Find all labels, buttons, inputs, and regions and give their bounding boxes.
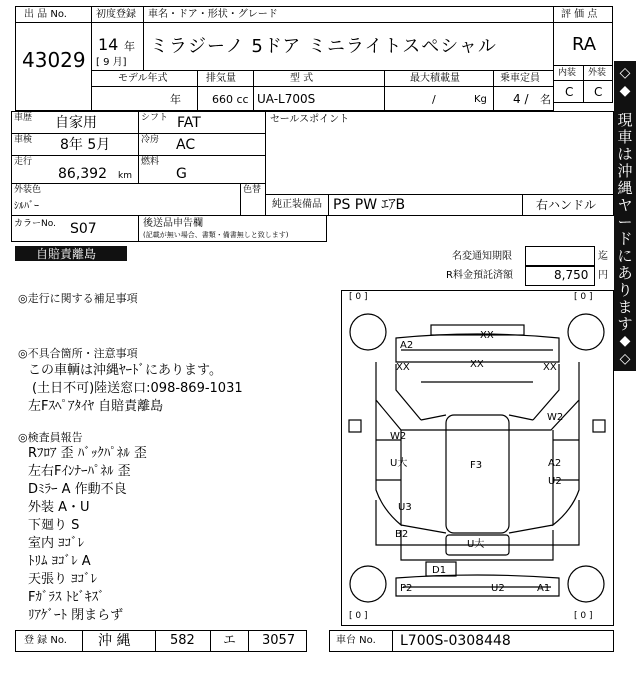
car-diagram xyxy=(341,290,614,626)
notice-box xyxy=(525,246,595,266)
damage-mark: U3 xyxy=(398,502,412,513)
inspection-label: 車検 xyxy=(14,135,33,145)
inspector-title: ◎検査員報告 xyxy=(18,431,83,444)
damage-mark: A2 xyxy=(548,458,562,469)
first-reg-label: 初度登録 xyxy=(96,9,136,20)
inspector-line: 外装 A・U xyxy=(28,500,90,515)
inspector-line: ﾄﾘﾑ ﾖｺﾞﾚ A xyxy=(28,554,91,569)
inspector-line: 室内 ﾖｺﾞﾚ xyxy=(28,536,85,551)
ext-color-label: 外装色 xyxy=(14,185,42,195)
shift: FAT xyxy=(177,115,201,131)
location-badge: 自賠責離島 xyxy=(36,247,97,261)
overall-grade: RA xyxy=(572,34,597,55)
handle: 右ハンドル xyxy=(536,198,597,212)
damage-mark: A1 xyxy=(537,583,551,594)
rear-inspection-label: 後送品申告欄 xyxy=(143,218,203,229)
max-load-label: 最大積載量 xyxy=(410,73,460,84)
capacity: 4 / xyxy=(513,92,529,106)
capacity-label: 乗車定員 xyxy=(500,73,540,84)
color-no: S07 xyxy=(70,221,97,237)
damage-mark: XX xyxy=(480,330,494,341)
history: 自家用 xyxy=(55,115,97,131)
ac: AC xyxy=(176,137,196,153)
corner-label-tr: [ 0 ] xyxy=(574,292,593,302)
damage-mark: U大 xyxy=(467,539,485,550)
damage-mark: B2 xyxy=(395,529,409,540)
damage-mark: W2 xyxy=(547,412,564,423)
recycle-amount: 8,750 xyxy=(554,268,589,282)
inspector-line: Fｶﾞﾗｽ ﾄﾋﾞｷｽﾞ xyxy=(28,590,105,605)
reg-class: 582 xyxy=(170,633,195,648)
equipment: PS PW ｴｱB xyxy=(333,197,406,213)
lot-no-label: 出 品 No. xyxy=(24,9,67,20)
selling-points-label: セールスポイント xyxy=(270,114,350,125)
year-unit: 年 xyxy=(124,40,135,53)
corner-label-br: [ 0 ] xyxy=(574,611,593,621)
type: UA-L700S xyxy=(257,92,316,106)
rear-inspection-note: (記載が無い場合、書類・備書無しと致します) xyxy=(143,231,289,239)
inspector-line: Rﾌﾛｱ 歪 ﾊﾞｯｸﾊﾟﾈﾙ 歪 xyxy=(28,446,147,461)
inspector-line: 天張り ﾖｺﾞﾚ xyxy=(28,572,98,587)
damage-mark: U2 xyxy=(491,583,505,594)
damage-mark: XX xyxy=(396,362,410,373)
reg-area: 沖 縄 xyxy=(98,633,131,649)
color-change-label: 色替 xyxy=(243,185,262,195)
grade-label: 評 価 点 xyxy=(561,9,598,20)
chassis-label: 車台 No. xyxy=(336,635,376,646)
fuel: G xyxy=(176,166,187,182)
ac-label: 冷房 xyxy=(141,135,160,145)
damage-mark: U2 xyxy=(548,476,562,487)
damage-mark: XX xyxy=(470,359,484,370)
max-load-sep: / xyxy=(432,93,436,106)
reg-label: 登 録 No. xyxy=(24,635,67,646)
shift-label: シフト xyxy=(141,113,169,123)
side-banner-bottom-marks: ◆◇ xyxy=(619,333,631,367)
notice-suffix: 迄 xyxy=(598,251,608,262)
damage-mark: P2 xyxy=(400,583,413,594)
side-banner-top-marks: ◇◆ xyxy=(619,65,631,99)
capacity-unit: 名 xyxy=(540,93,551,106)
inspector-line: Dﾐﾗｰ A 作動不良 xyxy=(28,482,127,497)
history-label: 車歴 xyxy=(14,113,33,123)
exterior-label: 外装 xyxy=(588,68,607,78)
damage-mark: F3 xyxy=(470,460,483,471)
interior-grade: C xyxy=(565,85,574,99)
type-label: 型 式 xyxy=(290,73,314,84)
corner-label-tl: [ 0 ] xyxy=(349,292,368,302)
first-reg-month: [ 9 月] xyxy=(96,57,127,68)
fuel-label: 燃料 xyxy=(141,157,160,167)
corner-label-bl: [ 0 ] xyxy=(349,611,368,621)
car-name: ミラジーノ 5ドア ミニライトスペシャル xyxy=(150,36,497,57)
mileage: 86,392 xyxy=(58,166,107,182)
damage-mark: XX xyxy=(543,362,557,373)
max-load-unit: Kg xyxy=(474,94,487,105)
mileage-unit: km xyxy=(118,171,132,181)
car-name-label: 車名・ドア・形状・グレード xyxy=(148,9,278,20)
model-year-label: モデル年式 xyxy=(118,73,168,84)
first-reg-year: 14 xyxy=(98,35,119,54)
displacement: 660 cc xyxy=(212,93,249,106)
inspector-line: ﾘｱｹﾞｰﾄ 閉まらず xyxy=(28,608,124,623)
lot-no: 43029 xyxy=(22,48,86,72)
damage-mark: U大 xyxy=(390,458,408,469)
supplement-title: ◎走行に関する補足事項 xyxy=(18,292,138,305)
color-no-label: カラーNo. xyxy=(14,219,56,229)
defects-title: ◎不具合箇所・注意事項 xyxy=(18,347,138,360)
mileage-label: 走行 xyxy=(14,157,33,167)
recycle-label: R料金預託済額 xyxy=(446,270,513,281)
reg-kana: エ xyxy=(223,633,237,648)
inspector-line: 下廻り S xyxy=(28,518,80,533)
inspection: 8年 5月 xyxy=(60,137,111,153)
displacement-label: 排気量 xyxy=(206,73,236,84)
damage-mark: W2 xyxy=(390,431,407,442)
model-year: 年 xyxy=(170,93,181,106)
exterior-grade: C xyxy=(594,85,603,99)
equipment-label: 純正装備品 xyxy=(272,199,322,210)
defect-line: (土日不可)陸送窓口:098-869-1031 xyxy=(32,381,243,396)
interior-label: 内装 xyxy=(558,68,577,78)
ext-color: ｼﾙﾊﾞｰ xyxy=(14,201,39,212)
defect-line: この車輌は沖縄ﾔｰﾄﾞにあります。 xyxy=(28,363,222,378)
inspector-line: 左右Fｲﾝﾅｰﾊﾟﾈﾙ 歪 xyxy=(28,464,131,479)
reg-number: 3057 xyxy=(262,633,296,648)
chassis: L700S-0308448 xyxy=(400,633,511,649)
side-banner-text: 現車は沖縄ヤードにあります xyxy=(617,111,633,333)
notice-label: 名変通知期限 xyxy=(452,251,512,262)
defect-line: 左Fｽﾍﾟｱﾀｲﾔ 自賠責離島 xyxy=(28,399,164,414)
recycle-unit: 円 xyxy=(598,270,608,281)
damage-mark: A2 xyxy=(400,340,414,351)
damage-mark: D1 xyxy=(432,565,447,576)
